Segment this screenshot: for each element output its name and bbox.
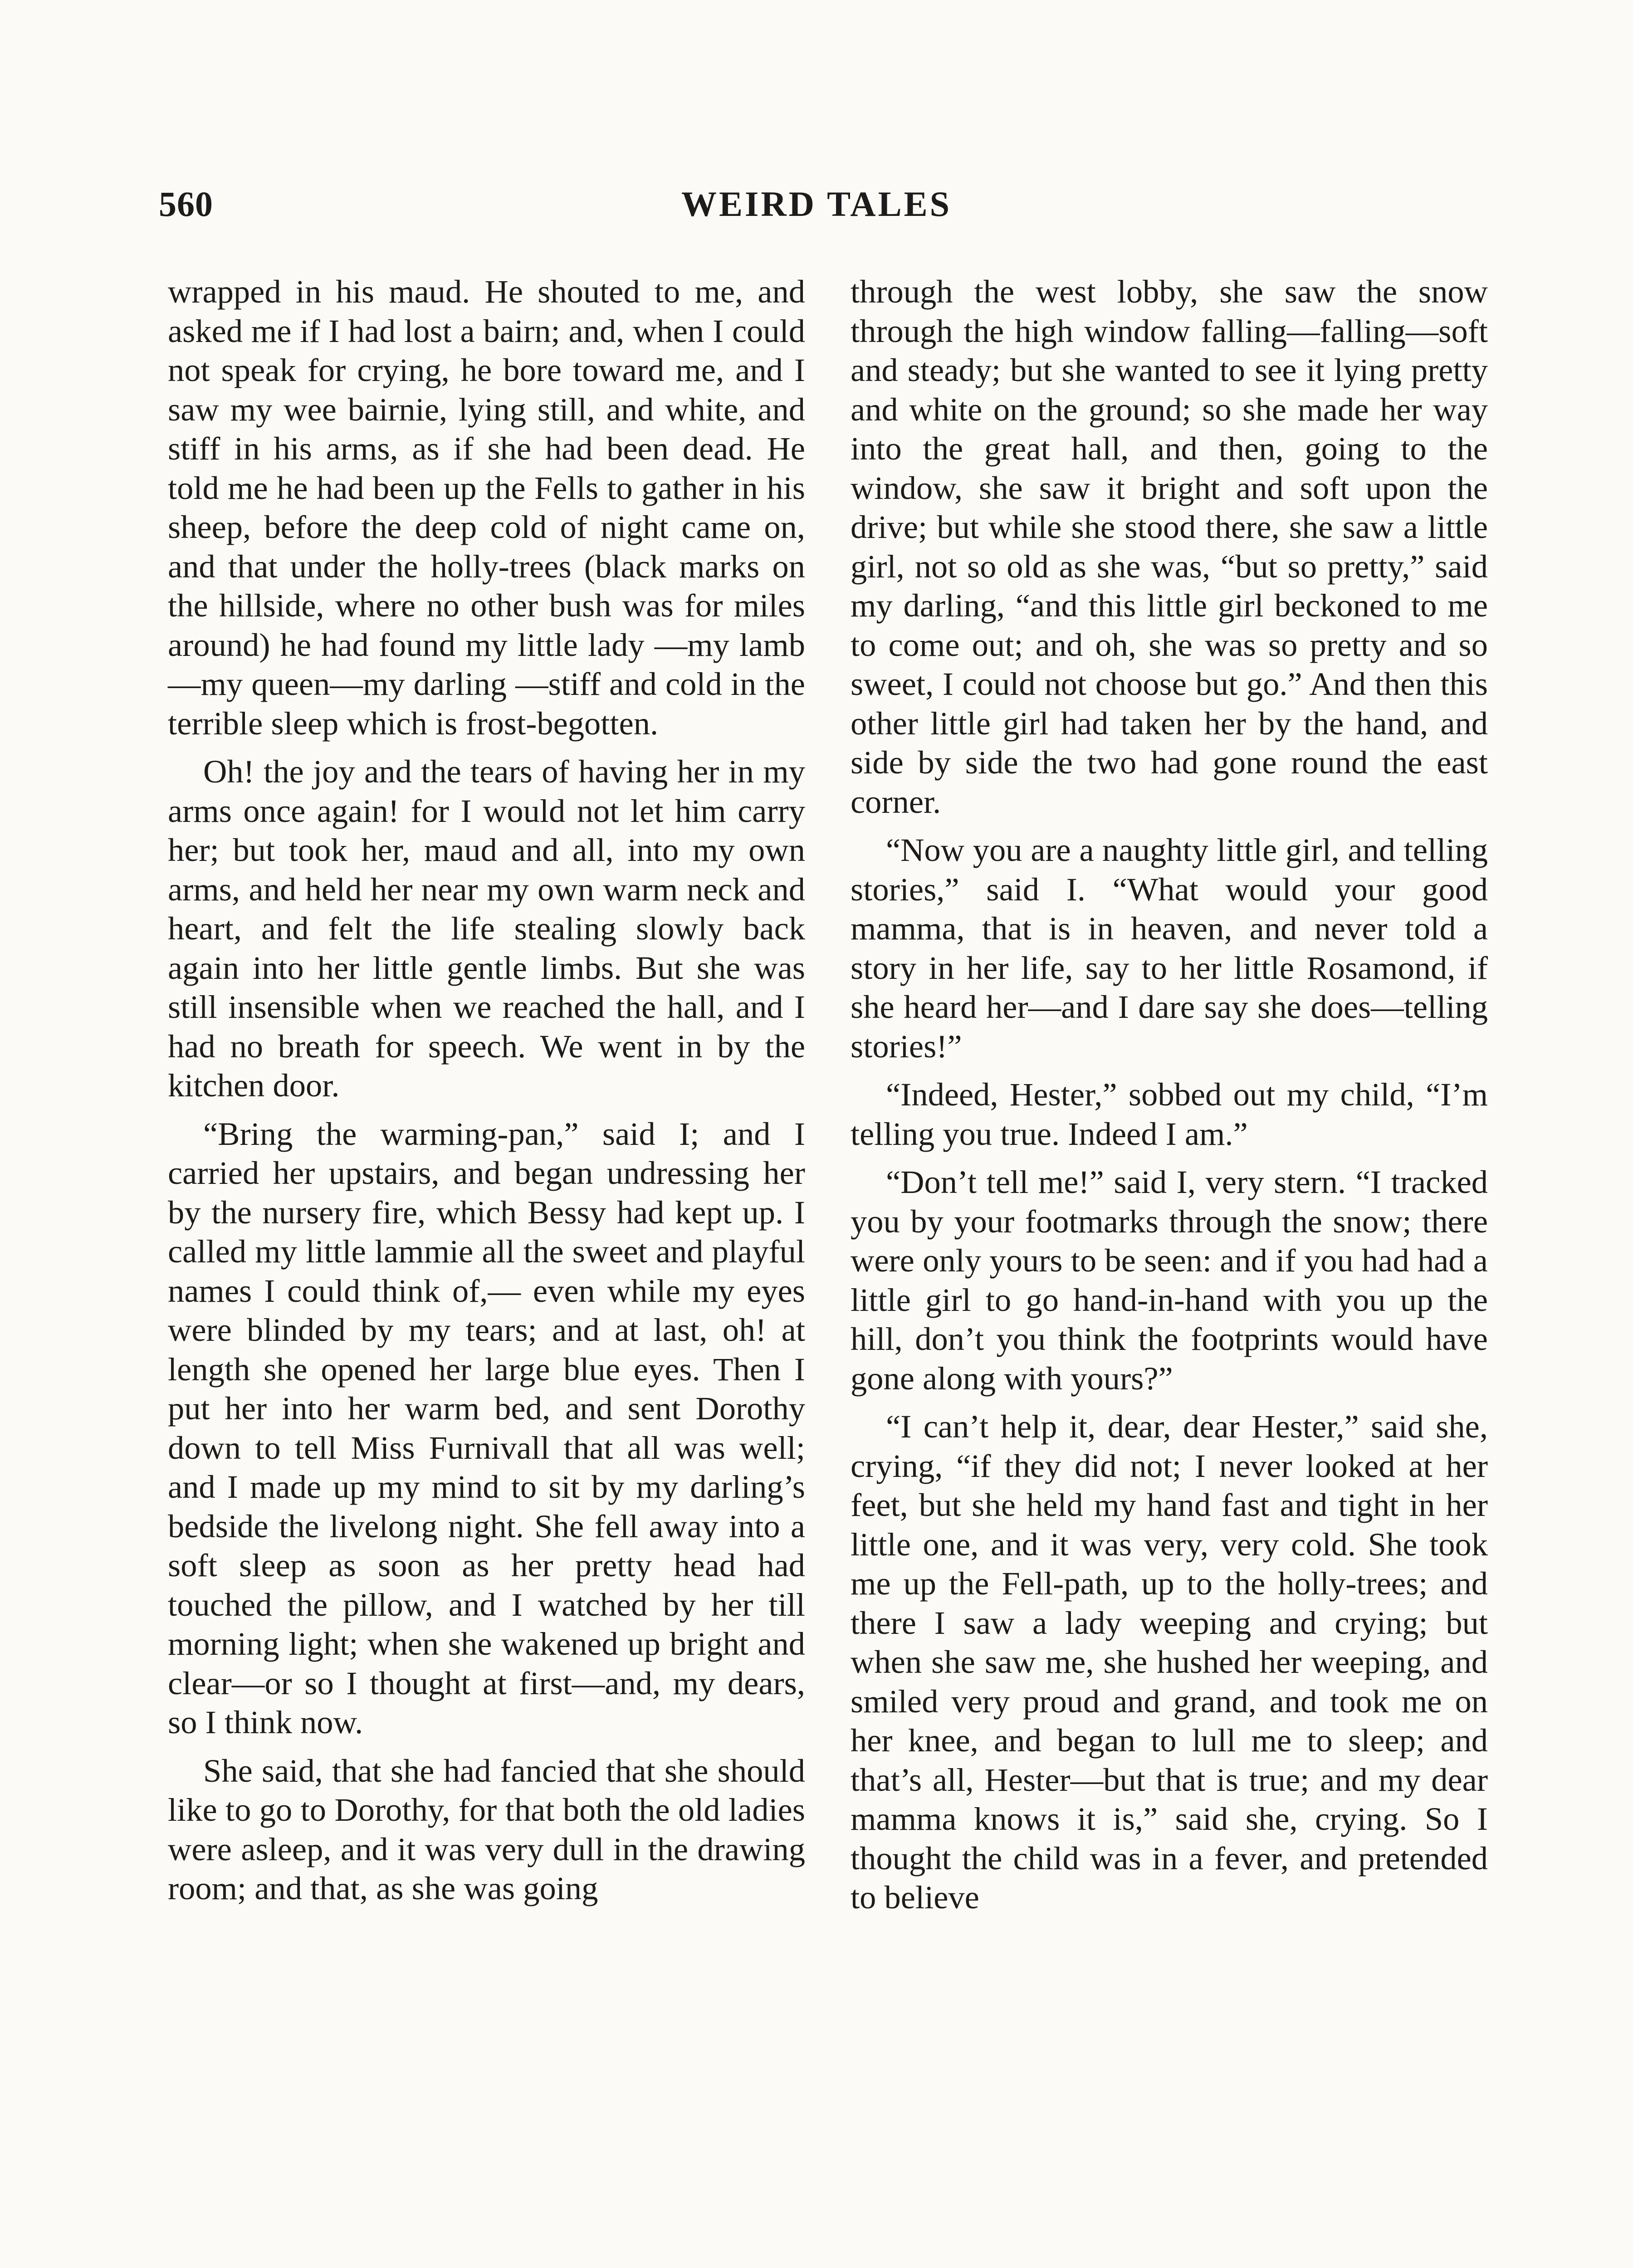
paragraph: “Don’t tell me!” said I, very stern. “I tracked you by your footmarks through the snow; there were only yours to be seen: and if you had had a little girl to go hand-in-hand with you up the hill, don’t you think the footprints would have gone along with yours?” <box>851 1163 1488 1397</box>
paragraph: “Now you are a naughty little girl, and telling stories,” said I. “What would your good mamma, that is in heaven, and never told a story in her life, say to her little Rosamond, if she heard her—and I dare say she does—telling stories!” <box>851 831 1488 1065</box>
right-column <box>851 272 1488 1926</box>
paragraph: “Indeed, Hester,” sobbed out my child, “I’m telling you true. Indeed I am.” <box>851 1076 1488 1152</box>
paragraph: “Bring the warming-pan,” said I; and I carried her upstairs, and began undressing her by the nursery fire, which Bessy had kept up. I called my little lammie all the sweet and playful names I could think of,— even while my eyes were blinded by my tears; and at last, oh! at length she opened her large blue eyes. Then I put her into her warm bed, and sent Dorothy down to tell Miss Furnivall that all was well; and I made up my mind to sit by my darling’s bedside the livelong night. She fell away into a soft sleep as soon as her pretty head had touched the pillow, and I watched by her till morning light; when she wakened up bright and clear—or so I thought at first—and, my dears, so I think now. <box>168 1115 805 1740</box>
paragraph: wrapped in his maud. He shouted to me, and asked me if I had lost a bairn; and, when I could not speak for crying, he bore toward me, and I saw my wee bairnie, lying still, and white, and stiff in his arms, as if she had been dead. He told me he had been up the Fells to gather in his sheep, before the deep cold of night came on, and that under the holly-trees (black marks on the hillside, where no other bush was for miles around) he had found my little lady —my lamb—my queen—my darling —stiff and cold in the terrible sleep which is frost-begotten. <box>168 273 805 742</box>
paragraph: “I can’t help it, dear, dear Hester,” said she, crying, “if they did not; I never looked at her feet, but she held my hand fast and tight in her little one, and it was very, very cold. She took me up the Fell-path, up to the holly-trees; and there I saw a lady weeping and crying; but when she saw me, she hushed her weeping, and smiled very proud and grand, and took me on her knee, and began to lull me to sleep; and that’s all, Hester—but that is true; and my dear mamma knows it is,” said she, crying. So I thought the child was in a fever, and pretended to believe <box>851 1408 1488 1916</box>
page-number: 560 <box>159 184 213 224</box>
left-column <box>168 272 805 1917</box>
paragraph: through the west lobby, she saw the snow through the high window falling—falling—soft and steady; but she wanted to see it lying pretty and white on the ground; so she made her way into the great hall, and then, going to the window, she saw it bright and soft upon the drive; but while she stood there, she saw a little girl, not so old as she was, “but so pretty,” said my darling, “and this little girl beckoned to me to come out; and oh, she was so pretty and so sweet, I could not choose but go.” And then this other little girl had taken her by the hand, and side by side the two had gone round the east corner. <box>851 273 1488 820</box>
paragraph: Oh! the joy and the tears of having her in my arms once again! for I would not let him carry her; but took her, maud and all, into my own arms, and held her near my own warm neck and heart, and felt the life stealing slowly back again into her little gentle limbs. But she was still insensible when we reached the hall, and I had no breath for speech. We went in by the kitchen door. <box>168 753 805 1104</box>
paragraph: She said, that she had fancied that she should like to go to Dorothy, for that both the old ladies were asleep, and it was very dull in the drawing room; and that, as she was going <box>168 1752 805 1906</box>
running-title: WEIRD TALES <box>681 184 952 224</box>
